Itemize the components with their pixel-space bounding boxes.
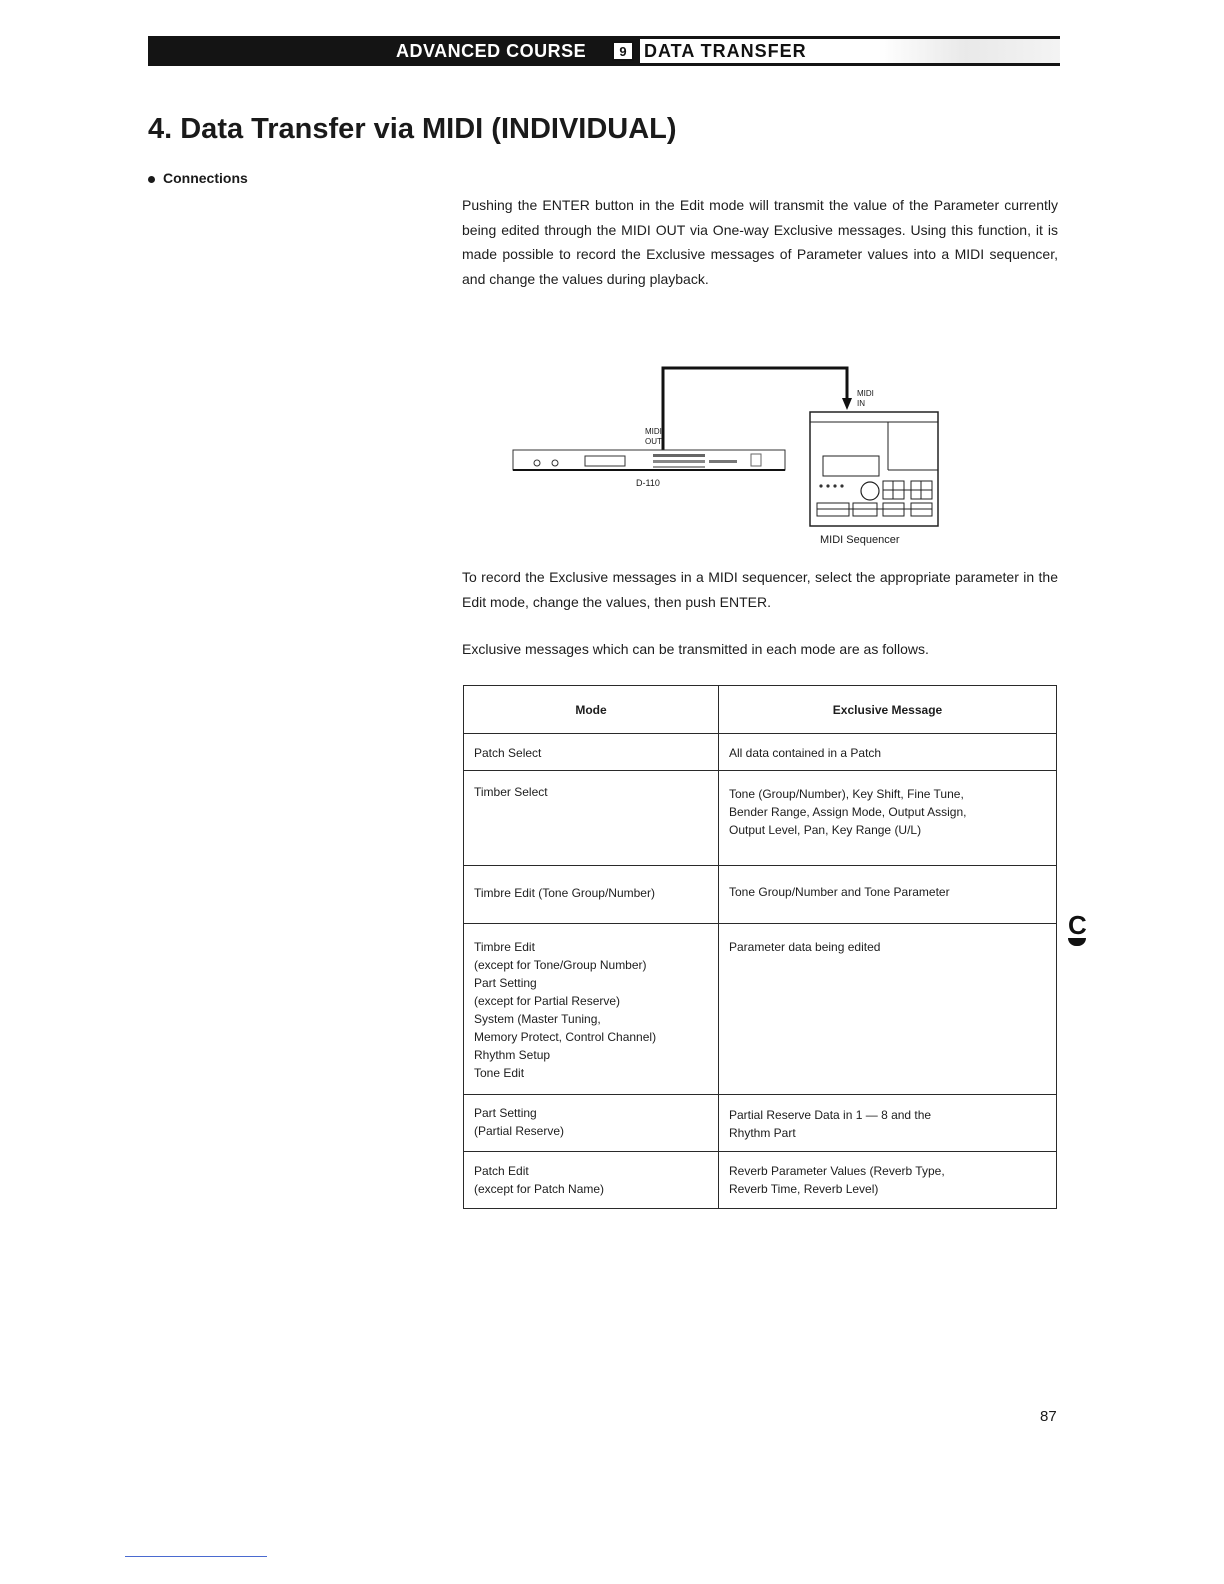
mode-cell: [464, 866, 719, 924]
table-row: [464, 924, 1057, 1095]
bullet-icon: [148, 176, 155, 183]
mode-cell: [464, 1095, 719, 1152]
cable-arrow-icon: [842, 398, 852, 410]
page-title: 4. Data Transfer via MIDI (INDIVIDUAL): [148, 113, 677, 145]
cell-text: Timbre Edit: [474, 940, 535, 954]
cell-text: (except for Tone/Group Number): [474, 958, 647, 972]
cell-text: Parameter data being edited: [729, 940, 881, 954]
message-cell: [719, 924, 1057, 1095]
cell-text: Reverb Parameter Values (Reverb Type,: [729, 1164, 945, 1178]
cell-text: Part Setting: [474, 976, 537, 990]
cell-text: Patch Edit: [474, 1164, 529, 1178]
section-title: DATA TRANSFER: [640, 39, 1060, 63]
course-label: ADVANCED COURSE: [396, 41, 587, 61]
modes-table: [463, 685, 1057, 1209]
mode-cell: [464, 1152, 719, 1209]
cell-text: (except for Patch Name): [474, 1182, 605, 1196]
cell-text: Part Setting: [474, 1106, 537, 1120]
cell-text: Tone (Group/Number), Key Shift, Fine Tune,: [729, 787, 964, 801]
cell-text: Patch Select: [474, 746, 542, 760]
cell-text: System (Master Tuning,: [474, 1012, 601, 1026]
edge-index-tab: [1068, 910, 1087, 946]
cell-text: Rhythm Setup: [474, 1048, 551, 1062]
mode-cell: [464, 734, 719, 771]
cell-text: Tone Edit: [474, 1066, 525, 1080]
table-row: [464, 866, 1057, 924]
cell-text: (Partial Reserve): [474, 1124, 565, 1138]
page-number: 87: [1040, 1408, 1057, 1425]
midi-in-label-line1: MIDI: [857, 389, 874, 398]
message-cell: [719, 866, 1057, 924]
midi-out-label-line2: OUT: [645, 437, 662, 446]
table-row: [464, 734, 1057, 771]
midi-out-label-line1: MIDI: [645, 427, 662, 436]
connections-subheading: [148, 170, 248, 186]
exclusive-message-table: [463, 685, 1057, 1209]
footer-rule: [125, 1556, 267, 1557]
cell-text: Tone Group/Number and Tone Parameter: [729, 885, 950, 899]
cell-text: Memory Protect, Control Channel): [474, 1030, 657, 1044]
table-row: [464, 1095, 1057, 1152]
table-row: [464, 771, 1057, 866]
message-cell: [719, 1152, 1057, 1209]
subheading-text: Connections: [163, 170, 248, 186]
cell-text: Partial Reserve Data in 1 — 8 and the: [729, 1108, 932, 1122]
message-cell: [719, 734, 1057, 771]
connection-diagram-svg: [505, 360, 950, 555]
header-bar: [148, 36, 1060, 66]
cell-text: Output Level, Pan, Key Range (U/L): [729, 823, 922, 837]
sequencer-display: [823, 456, 879, 476]
message-cell: [719, 771, 1057, 866]
cell-text: All data contained in a Patch: [729, 746, 882, 760]
cell-text: Bender Range, Assign Mode, Output Assign,: [729, 805, 967, 819]
mode-cell: [464, 771, 719, 866]
cell-text: Rhythm Part: [729, 1126, 796, 1140]
cell-text: Timbre Edit (Tone Group/Number): [474, 886, 655, 900]
d110-label: D-110: [636, 478, 660, 488]
cell-text: (except for Partial Reserve): [474, 994, 621, 1008]
list-intro: Exclusive messages which can be transmitted in each mode are as follows.: [462, 641, 929, 657]
table-row: [464, 1152, 1057, 1209]
column-header-mode: Mode: [464, 686, 719, 734]
section-number-box: 9: [612, 41, 634, 61]
message-cell: [719, 1095, 1057, 1152]
connection-diagram: [505, 360, 950, 555]
mode-cell: [464, 924, 719, 1095]
intro-paragraph: Pushing the ENTER button in the Edit mode will transmit the value of the Parameter currently being edited through the MIDI OUT via One-way Exclusive messages. Using this function, it is made possible to record the Exclusive messages of Parameter values into a MIDI sequencer, and change the values during playback.: [462, 197, 1058, 287]
record-paragraph: To record the Exclusive messages in a MIDI sequencer, select the appropriate parameter in the Edit mode, change the values, then push ENTER.: [462, 569, 1058, 610]
cell-text: Reverb Time, Reverb Level): [729, 1182, 879, 1196]
column-header-message: Exclusive Message: [719, 686, 1057, 734]
midi-in-label-line2: IN: [857, 399, 865, 408]
sequencer-label: MIDI Sequencer: [820, 534, 900, 546]
table-header-row: [464, 686, 1057, 734]
cell-text: Timber Select: [474, 785, 548, 799]
edge-tab-letter: C: [1068, 910, 1087, 940]
